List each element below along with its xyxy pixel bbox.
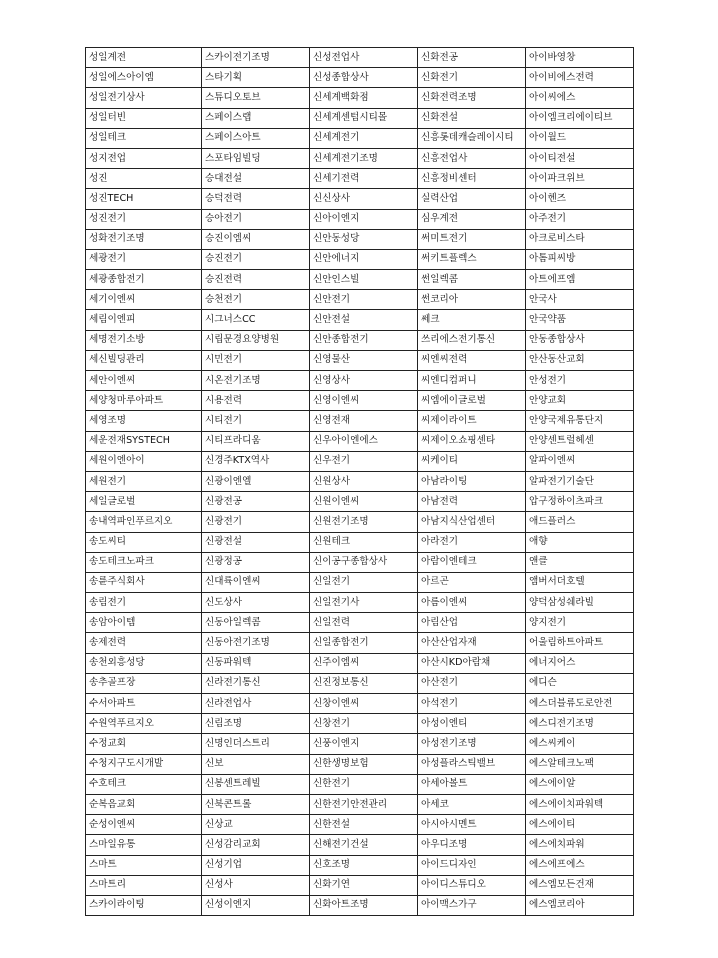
table-cell: 성지전업 <box>86 148 202 168</box>
table-cell: 아이파크위브 <box>526 169 634 189</box>
table-cell: 세영조명 <box>86 411 202 431</box>
table-cell: 알파전기기술단 <box>526 471 634 491</box>
table-cell: 신안인스빌 <box>310 270 418 290</box>
table-cell: 신아이엔지 <box>310 209 418 229</box>
table-cell: 시용전력 <box>202 391 310 411</box>
table-row <box>86 128 634 148</box>
table-cell: 안국약품 <box>526 310 634 330</box>
table-cell: 시온전기조명 <box>202 371 310 391</box>
table-row <box>86 552 634 572</box>
table-row <box>86 249 634 269</box>
table-cell: 신동아일렉콤 <box>202 613 310 633</box>
table-cell: 신화기연 <box>310 875 418 895</box>
table-cell: 씨엔씨전력 <box>418 350 526 370</box>
table-row <box>86 310 634 330</box>
table-cell: 써미트전기 <box>418 229 526 249</box>
table-cell: 아이디스튜디오 <box>418 875 526 895</box>
table-cell: 수청지구도시개발 <box>86 754 202 774</box>
table-cell: 순복음교회 <box>86 794 202 814</box>
table-cell: 송내역파인푸르지오 <box>86 512 202 532</box>
table-cell: 쎄크 <box>418 310 526 330</box>
table-row <box>86 673 634 693</box>
table-cell: 에스엠모든건재 <box>526 875 634 895</box>
table-cell: 양지전기 <box>526 613 634 633</box>
table-cell: 에스엠코리아 <box>526 895 634 915</box>
table-cell: 세명전기소방 <box>86 330 202 350</box>
table-cell: 에디슨 <box>526 673 634 693</box>
table-cell: 세원이엔아이 <box>86 451 202 471</box>
table-cell: 송추골프장 <box>86 673 202 693</box>
table-cell: 썬코리아 <box>418 290 526 310</box>
table-cell: 성화전기조명 <box>86 229 202 249</box>
table-row <box>86 108 634 128</box>
table-cell: 아시아시멘트 <box>418 815 526 835</box>
table-cell: 아이씨에스 <box>526 88 634 108</box>
table-cell: 신세계전기 <box>310 128 418 148</box>
table-cell: 에스에치파워 <box>526 835 634 855</box>
table-cell: 신안종합전기 <box>310 330 418 350</box>
table-cell: 신광이엔엘 <box>202 471 310 491</box>
table-cell: 수호테크 <box>86 774 202 794</box>
table-cell: 씨엔디컴퍼니 <box>418 371 526 391</box>
table-cell: 신호조명 <box>310 855 418 875</box>
table-cell: 아이바영창 <box>526 48 634 68</box>
table-row <box>86 613 634 633</box>
table-cell: 성진 <box>86 169 202 189</box>
table-row <box>86 270 634 290</box>
table-cell: 신흥전업사 <box>418 148 526 168</box>
table-cell: 신진정보통신 <box>310 673 418 693</box>
table-cell: 아남지식산업센터 <box>418 512 526 532</box>
table-cell: 승천전기 <box>202 290 310 310</box>
table-cell: 스포타임빌딩 <box>202 148 310 168</box>
table-cell: 송림전기 <box>86 593 202 613</box>
table-cell: 아성전기조명 <box>418 734 526 754</box>
table-cell: 아세아볼트 <box>418 774 526 794</box>
table-cell: 승대전설 <box>202 169 310 189</box>
table-cell: 신동아전기조명 <box>202 633 310 653</box>
table-cell: 신일전기 <box>310 572 418 592</box>
table-cell: 씨케이티 <box>418 451 526 471</box>
table-cell: 승아전기 <box>202 209 310 229</box>
table-row <box>86 471 634 491</box>
table-cell: 아석전기 <box>418 694 526 714</box>
table-cell: 세림이엔피 <box>86 310 202 330</box>
table-cell: 신영전재 <box>310 411 418 431</box>
table-cell: 신보 <box>202 754 310 774</box>
table-cell: 신봉센트레빌 <box>202 774 310 794</box>
table-cell: 아톰피씨방 <box>526 249 634 269</box>
table-cell: 어울림하트아파트 <box>526 633 634 653</box>
table-cell: 신원상사 <box>310 471 418 491</box>
table-cell: 안성전기 <box>526 371 634 391</box>
table-cell: 신일전력 <box>310 613 418 633</box>
table-cell: 아이헨즈 <box>526 189 634 209</box>
table-cell: 성진TECH <box>86 189 202 209</box>
table-cell: 아세코 <box>418 794 526 814</box>
table-row <box>86 350 634 370</box>
table-cell: 아름이엔씨 <box>418 593 526 613</box>
table-cell: 신화아트조명 <box>310 895 418 915</box>
table-cell: 스카이전기조명 <box>202 48 310 68</box>
table-cell: 신일종합전기 <box>310 633 418 653</box>
table-cell: 스튜디오토브 <box>202 88 310 108</box>
table-cell: 신원테크 <box>310 532 418 552</box>
table-cell: 세광전기 <box>86 249 202 269</box>
table-cell: 승진전력 <box>202 270 310 290</box>
table-cell: 순성이엔씨 <box>86 815 202 835</box>
table-cell: 신우전기 <box>310 451 418 471</box>
table-cell: 아이엠크리에이티브 <box>526 108 634 128</box>
table-row <box>86 88 634 108</box>
table-cell: 신라전기통신 <box>202 673 310 693</box>
table-cell: 신이공구종합상사 <box>310 552 418 572</box>
table-cell: 신우아이엔에스 <box>310 431 418 451</box>
table-row <box>86 68 634 88</box>
table-cell: 신세계센텀시티몰 <box>310 108 418 128</box>
table-cell: 씨엠에이글로벌 <box>418 391 526 411</box>
table-cell: 세기이엔씨 <box>86 290 202 310</box>
table-cell: 세양청마루아파트 <box>86 391 202 411</box>
table-cell: 애드플러스 <box>526 512 634 532</box>
table-cell: 아크로비스타 <box>526 229 634 249</box>
table-cell: 스타기획 <box>202 68 310 88</box>
table-cell: 아라전기 <box>418 532 526 552</box>
table-cell: 안동종합상사 <box>526 330 634 350</box>
table-cell: 승덕전력 <box>202 189 310 209</box>
table-cell: 신세계전기조명 <box>310 148 418 168</box>
table-cell: 신광전설 <box>202 532 310 552</box>
table-cell: 아림산업 <box>418 613 526 633</box>
table-cell: 에스에이치파워텍 <box>526 794 634 814</box>
table-cell: 신광전공 <box>202 492 310 512</box>
table-cell: 신흥정비센터 <box>418 169 526 189</box>
table-cell: 스마트 <box>86 855 202 875</box>
table-cell: 아우디조명 <box>418 835 526 855</box>
table-row <box>86 492 634 512</box>
table-cell: 신영이엔씨 <box>310 391 418 411</box>
table-row <box>86 411 634 431</box>
table-cell: 아르곤 <box>418 572 526 592</box>
table-cell: 신한전기안전관리 <box>310 794 418 814</box>
table-cell: 신화전공 <box>418 48 526 68</box>
table-cell: 신경주KTX역사 <box>202 451 310 471</box>
table-cell: 에너지어스 <box>526 653 634 673</box>
table-cell: 승진전기 <box>202 249 310 269</box>
table-cell: 세원전기 <box>86 471 202 491</box>
table-cell: 시티프라디움 <box>202 431 310 451</box>
table-cell: 세일글로벌 <box>86 492 202 512</box>
table-row <box>86 653 634 673</box>
table-cell: 신일전기사 <box>310 593 418 613</box>
table-row <box>86 330 634 350</box>
table-row <box>86 572 634 592</box>
table-cell: 시립문경요양병원 <box>202 330 310 350</box>
table-cell: 시민전기 <box>202 350 310 370</box>
table-cell: 신영상사 <box>310 371 418 391</box>
table-row <box>86 633 634 653</box>
table-cell: 송제전력 <box>86 633 202 653</box>
table-row <box>86 290 634 310</box>
table-row <box>86 169 634 189</box>
table-cell: 세안이엔씨 <box>86 371 202 391</box>
table-cell: 신원이엔씨 <box>310 492 418 512</box>
table-cell: 아남라이팅 <box>418 471 526 491</box>
table-cell: 에스에프에스 <box>526 855 634 875</box>
table-cell: 신림조명 <box>202 714 310 734</box>
table-body <box>86 48 634 916</box>
table-cell: 신성이엔지 <box>202 895 310 915</box>
table-cell: 압구정하이츠파크 <box>526 492 634 512</box>
table-cell: 아이월드 <box>526 128 634 148</box>
table-cell: 신한전기 <box>310 774 418 794</box>
table-cell: 신성사 <box>202 875 310 895</box>
table-cell: 신신상사 <box>310 189 418 209</box>
table-cell: 송도테크노파크 <box>86 552 202 572</box>
table-cell: 아이비에스전력 <box>526 68 634 88</box>
table-cell: 신성전업사 <box>310 48 418 68</box>
table-cell: 에스알테크노팩 <box>526 754 634 774</box>
table-row <box>86 815 634 835</box>
table-cell: 송도씨티 <box>86 532 202 552</box>
table-cell: 신주이엠씨 <box>310 653 418 673</box>
table-cell: 송암아이템 <box>86 613 202 633</box>
table-cell: 씨제이오쇼핑센타 <box>418 431 526 451</box>
table-cell: 신북콘트롤 <box>202 794 310 814</box>
table-cell: 앰버서더호텔 <box>526 572 634 592</box>
table-cell: 신세기전력 <box>310 169 418 189</box>
table-cell: 스마일유통 <box>86 835 202 855</box>
table-cell: 세광종합전기 <box>86 270 202 290</box>
table-cell: 아이드디자인 <box>418 855 526 875</box>
table-row <box>86 875 634 895</box>
table-cell: 안양센트럴헤센 <box>526 431 634 451</box>
table-cell: 신성기업 <box>202 855 310 875</box>
table-row <box>86 229 634 249</box>
table-row <box>86 855 634 875</box>
table-cell: 앤클 <box>526 552 634 572</box>
table-cell: 애향 <box>526 532 634 552</box>
table-cell: 신원전기조명 <box>310 512 418 532</box>
table-cell: 성일에스아이엠 <box>86 68 202 88</box>
table-cell: 신안전기 <box>310 290 418 310</box>
table-row <box>86 895 634 915</box>
table-cell: 쓰리에스전기통신 <box>418 330 526 350</box>
table-cell: 에스디전기조명 <box>526 714 634 734</box>
table-cell: 에스더블류도로안전 <box>526 694 634 714</box>
table-cell: 아성이엔티 <box>418 714 526 734</box>
table-cell: 신대륙이엔씨 <box>202 572 310 592</box>
table-cell: 에스에이티 <box>526 815 634 835</box>
table-cell: 아트에프엠 <box>526 270 634 290</box>
table-cell: 신화전설 <box>418 108 526 128</box>
table-cell: 신화전기 <box>418 68 526 88</box>
table-cell: 썬일렉콤 <box>418 270 526 290</box>
table-cell: 신도상사 <box>202 593 310 613</box>
table-cell: 신화전력조명 <box>418 88 526 108</box>
company-name-table <box>85 47 634 916</box>
table-cell: 아산전기 <box>418 673 526 693</box>
table-cell: 신성종합상사 <box>310 68 418 88</box>
table-cell: 승진이엠씨 <box>202 229 310 249</box>
table-row <box>86 794 634 814</box>
table-cell: 신창이엔씨 <box>310 694 418 714</box>
table-cell: 시그너스CC <box>202 310 310 330</box>
table-row <box>86 371 634 391</box>
table-row <box>86 714 634 734</box>
table-row <box>86 593 634 613</box>
table-row <box>86 189 634 209</box>
table-cell: 세신빌딩관리 <box>86 350 202 370</box>
table-cell: 수서아파트 <box>86 694 202 714</box>
table-cell: 안양국제유통단지 <box>526 411 634 431</box>
table-row <box>86 512 634 532</box>
table-row <box>86 532 634 552</box>
table-cell: 아산산업자재 <box>418 633 526 653</box>
table-cell: 스페이스랩 <box>202 108 310 128</box>
table-cell: 알파이엔씨 <box>526 451 634 471</box>
table-cell: 신세계백화점 <box>310 88 418 108</box>
table-cell: 신안동성당 <box>310 229 418 249</box>
table-row <box>86 835 634 855</box>
table-cell: 시티전기 <box>202 411 310 431</box>
table-cell: 실력산업 <box>418 189 526 209</box>
table-cell: 수정교회 <box>86 734 202 754</box>
table-row <box>86 774 634 794</box>
table-cell: 신한전설 <box>310 815 418 835</box>
table-cell: 아산시KD아람채 <box>418 653 526 673</box>
table-cell: 심우계전 <box>418 209 526 229</box>
table-row <box>86 451 634 471</box>
table-cell: 수원역푸르지오 <box>86 714 202 734</box>
table-cell: 신라전업사 <box>202 694 310 714</box>
table-cell: 송천외흥성당 <box>86 653 202 673</box>
table-row <box>86 48 634 68</box>
table-cell: 안양교회 <box>526 391 634 411</box>
table-cell: 스페이스아트 <box>202 128 310 148</box>
table-cell: 안산동산교회 <box>526 350 634 370</box>
table-row <box>86 694 634 714</box>
table-cell: 성진전기 <box>86 209 202 229</box>
table-cell: 신영물산 <box>310 350 418 370</box>
table-cell: 신한생명보험 <box>310 754 418 774</box>
table-cell: 성일터빈 <box>86 108 202 128</box>
table-cell: 아이맥스가구 <box>418 895 526 915</box>
table-cell: 신풍이엔지 <box>310 734 418 754</box>
table-cell: 신상교 <box>202 815 310 835</box>
table-cell: 신명인더스트리 <box>202 734 310 754</box>
table-cell: 안국사 <box>526 290 634 310</box>
table-cell: 신창전기 <box>310 714 418 734</box>
table-cell: 써키트플렉스 <box>418 249 526 269</box>
table-cell: 아주전기 <box>526 209 634 229</box>
table-cell: 신광정공 <box>202 552 310 572</box>
table-cell: 아남전력 <box>418 492 526 512</box>
table-cell: 세운전재SYSTECH <box>86 431 202 451</box>
table-cell: 양덕삼성쉐라빌 <box>526 593 634 613</box>
table-cell: 아성플라스틱밸브 <box>418 754 526 774</box>
table-row <box>86 148 634 168</box>
table-cell: 아람이엔테크 <box>418 552 526 572</box>
table-cell: 성일전기상사 <box>86 88 202 108</box>
table-cell: 신안전설 <box>310 310 418 330</box>
table-cell: 아이티전설 <box>526 148 634 168</box>
table-cell: 성일테크 <box>86 128 202 148</box>
table-cell: 신흥롯데캐슬레이시티 <box>418 128 526 148</box>
table-row <box>86 734 634 754</box>
table-cell: 씨제이라이트 <box>418 411 526 431</box>
table-cell: 송륜주식회사 <box>86 572 202 592</box>
table-cell: 에스에이알 <box>526 774 634 794</box>
table-cell: 에스씨케이 <box>526 734 634 754</box>
table-cell: 신안에너지 <box>310 249 418 269</box>
table-cell: 신성감리교회 <box>202 835 310 855</box>
table-cell: 신해전기건설 <box>310 835 418 855</box>
table-row <box>86 209 634 229</box>
table-row <box>86 754 634 774</box>
table-cell: 스카이라이팅 <box>86 895 202 915</box>
table-cell: 신광전기 <box>202 512 310 532</box>
table-row <box>86 431 634 451</box>
table-cell: 스마트리 <box>86 875 202 895</box>
table-row <box>86 391 634 411</box>
table-cell: 신동파워텍 <box>202 653 310 673</box>
table-cell: 성일계전 <box>86 48 202 68</box>
